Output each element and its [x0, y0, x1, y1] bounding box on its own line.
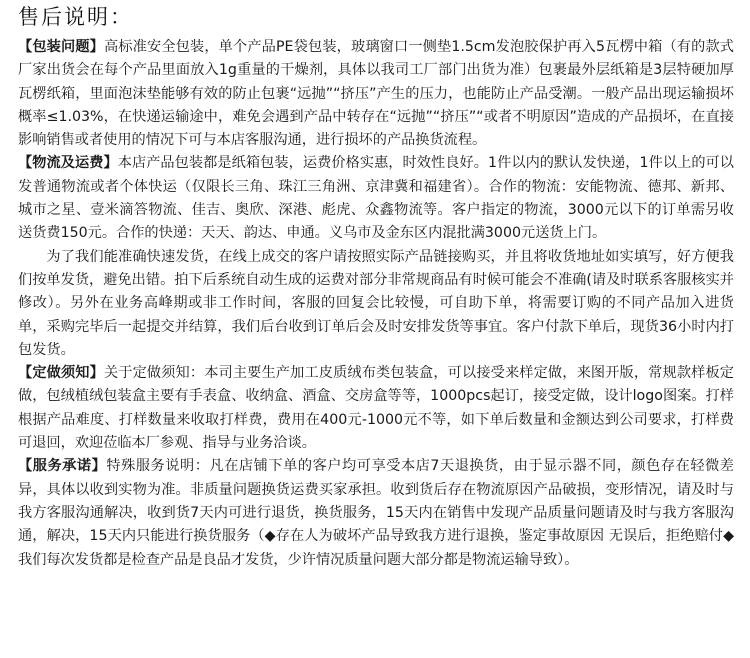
section-body-packaging: 高标准安全包装，单个产品PE袋包装，玻璃窗口一侧垫1.5cm发泡胶保护再入5瓦楞中箱（有的款式厂家出货会在每个产品里面放入1g重量的干燥剂，具体以我司工厂部门出货为准）包裹最外层纸箱是3层特硬加厚瓦楞纸箱，里面泡沫垫能够有效的防止包裹“远抛”“挤压”产生的压力，也能防止产品受潮。一般产品出现运输损坏概率≤1.03%，在快递运输途中，难免会遇到产品中转存在“远抛”“挤压”“或者不明原因”造成的产品损坏，在直接影响销售或者使用的情况下可与本店客服沟通，进行损坏的产品换货流程。 [18, 39, 734, 149]
section-packaging [18, 36, 734, 152]
section-body-service: 特殊服务说明：凡在店铺下单的客户均可享受本店7天退换货，由于显示器不同，颜色存在轻微差异，具体以收到实物为准。非质量问题换货运费买家承担。收到货后存在物流原因产品破损，变形情况，请及时与我方客服沟通解决，收到货7天内可进行退货，换货服务，15天内在销售中发现产品质量问题请及时与我方客服沟通，解决，15天内只能进行换货服务（◆存在人为破坏产品导致我方进行退换，鉴定事故原因 无误后，拒绝赔付◆我们每次发货都是检查产品是良品才发货，少许情况质量问题大部分都是物流运输导致）。 [18, 458, 734, 568]
section-custom [18, 362, 734, 455]
section-body-logistics-extra: 为了我们能准确快速发货，在线上成交的客户请按照实际产品链接购买，并且将收货地址如实填写，好方便我们按单发货，避免出错。拍下后系统自动生成的运费对部分非常规商品有时候可能会不准确(请及时联系客服核实并修改）。另外在业务高峰期或非工作时间，客服的回复会比较慢，可自助下单，将需要订购的不同产品加入进货单，采购完毕后一起提交并结算，我们后台收到订单后会及时安排发货等事宜。客户付款下单后，现货36小时内打包发货。 [18, 248, 734, 358]
section-service [18, 455, 734, 571]
section-body-logistics: 本店产品包装都是纸箱包装，运费价格实惠，时效性良好。1件以内的默认发快递，1件以上的可以发普通物流或者个体快运（仅限长三角、珠江三角洲、京津冀和福建省）。合作的物流：安能物流、德邦、新邦、城市之星、壹米滴答物流、佳吉、奥欣、深港、彪虎、众鑫物流等。客户指定的物流，3000元以下的订单需另收送货费150元。合作的快递：天天、韵达、申通。义乌市及金东区内混批满3000元送货上门。 [18, 155, 734, 242]
section-heading-custom: 【定做须知】 [18, 365, 104, 382]
section-logistics [18, 152, 734, 362]
page-title: 售后说明： [18, 5, 133, 29]
section-heading-logistics: 【物流及运费】 [18, 155, 118, 172]
section-heading-service: 【服务承诺】 [18, 458, 107, 475]
section-heading-packaging: 【包装问题】 [18, 39, 104, 55]
section-body-custom: 关于定做须知：本司主要生产加工皮质绒布类包装盒，可以接受来样定做，来图开版，常规款样板定做，包绒植绒包装盒主要有手表盒、收纳盒、酒盒、交房盒等等，1000pcs起订，接受定做，设计logo图案。打样根据产品难度、打样数量来收取打样费，费用在400元-1000元不等，如下单后数量和金额达到公司要求，打样费可退回，欢迎莅临本厂参观、指导与业务洽谈。 [18, 365, 734, 452]
